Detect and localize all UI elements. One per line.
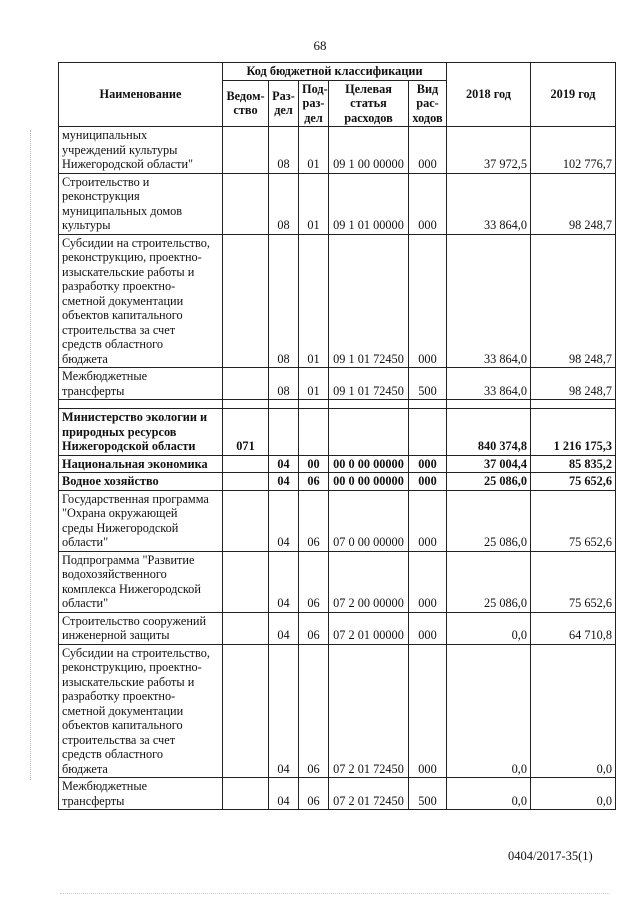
- row-target: 09 1 01 72450: [329, 368, 409, 400]
- row-exptype: 000: [409, 173, 447, 234]
- row-2018: 25 086,0: [447, 551, 531, 612]
- row-2019: 98 248,7: [531, 234, 616, 368]
- row-dept: [223, 455, 269, 473]
- row-subsection: 06: [299, 473, 329, 491]
- row-exptype: 000: [409, 127, 447, 174]
- row-exptype: 500: [409, 778, 447, 810]
- row-subsection: 01: [299, 368, 329, 400]
- row-section: 04: [269, 612, 299, 644]
- row-2018: 0,0: [447, 644, 531, 778]
- table-row: [59, 551, 616, 612]
- header-2018: 2018 год: [447, 63, 531, 127]
- row-section: 08: [269, 368, 299, 400]
- scan-margin-mark: [30, 130, 32, 780]
- row-subsection: 01: [299, 173, 329, 234]
- row-exptype: 000: [409, 551, 447, 612]
- row-2019: 102 776,7: [531, 127, 616, 174]
- row-target: 00 0 00 00000: [329, 473, 409, 491]
- row-dept: [223, 644, 269, 778]
- row-exptype: 000: [409, 234, 447, 368]
- table-row: [59, 473, 616, 491]
- row-name: Водное хозяйство: [59, 473, 223, 491]
- row-2019: 0,0: [531, 778, 616, 810]
- row-exptype: [409, 409, 447, 456]
- row-section: 04: [269, 778, 299, 810]
- row-2019: 98 248,7: [531, 368, 616, 400]
- row-2018: 25 086,0: [447, 473, 531, 491]
- row-name: Межбюджетные трансферты: [59, 368, 223, 400]
- table-row: [59, 612, 616, 644]
- row-name: Подпрограмма "Развитие водохозяйственного комплекса Нижегородской области": [59, 551, 223, 612]
- table-row: [59, 127, 616, 174]
- row-2019: 75 652,6: [531, 473, 616, 491]
- row-section: 08: [269, 127, 299, 174]
- row-exptype: 000: [409, 644, 447, 778]
- header-classification-group: Код бюджетной классификации: [223, 63, 447, 81]
- row-name: Субсидии на строительство, реконструкцию, проектно- изыскательские работы и разработку проектно- сметной документации объектов капитального строительства за счет средств областного бюджета: [59, 234, 223, 368]
- header-exptype: Вид рас- ходов: [409, 80, 447, 127]
- row-exptype: 000: [409, 490, 447, 551]
- row-2018: 33 864,0: [447, 173, 531, 234]
- table-row: [59, 173, 616, 234]
- row-exptype: 000: [409, 612, 447, 644]
- row-section: 04: [269, 490, 299, 551]
- row-name: Строительство сооружений инженерной защиты: [59, 612, 223, 644]
- row-target: 09 1 01 00000: [329, 173, 409, 234]
- row-subsection: 00: [299, 455, 329, 473]
- row-2018: 37 004,4: [447, 455, 531, 473]
- row-name: Субсидии на строительство, реконструкцию, проектно- изыскательские работы и разработку проектно- сметной документации объектов капитального строительства за счет средств областного бюджета: [59, 644, 223, 778]
- row-2019: 64 710,8: [531, 612, 616, 644]
- row-section: 08: [269, 234, 299, 368]
- row-subsection: 06: [299, 551, 329, 612]
- header-subsection: Под- раз- дел: [299, 80, 329, 127]
- row-2018: 0,0: [447, 612, 531, 644]
- header-name: Наименование: [59, 63, 223, 127]
- row-dept: [223, 127, 269, 174]
- table-row: [59, 490, 616, 551]
- row-dept: [223, 234, 269, 368]
- row-2019: 75 652,6: [531, 490, 616, 551]
- header-section: Раз- дел: [269, 80, 299, 127]
- row-name: Министерство экологии и природных ресурсов Нижегородской области: [59, 409, 223, 456]
- page-number: 68: [313, 38, 327, 53]
- row-name: Межбюджетные трансферты: [59, 778, 223, 810]
- row-target: 07 0 00 00000: [329, 490, 409, 551]
- row-target: 07 2 01 72450: [329, 778, 409, 810]
- row-dept: [223, 490, 269, 551]
- table-row: [59, 644, 616, 778]
- table-spacer-row: [59, 400, 616, 409]
- row-section: 08: [269, 173, 299, 234]
- table-row: [59, 409, 616, 456]
- row-dept: [223, 778, 269, 810]
- row-2019: 98 248,7: [531, 173, 616, 234]
- row-2019: 85 835,2: [531, 455, 616, 473]
- row-subsection: 01: [299, 234, 329, 368]
- row-subsection: 06: [299, 612, 329, 644]
- row-2018: 840 374,8: [447, 409, 531, 456]
- row-target: 07 2 00 00000: [329, 551, 409, 612]
- row-dept: [223, 173, 269, 234]
- row-subsection: 06: [299, 490, 329, 551]
- row-2018: 37 972,5: [447, 127, 531, 174]
- row-target: 09 1 01 72450: [329, 234, 409, 368]
- header-2019: 2019 год: [531, 63, 616, 127]
- row-2018: 25 086,0: [447, 490, 531, 551]
- row-target: 07 2 01 72450: [329, 644, 409, 778]
- row-dept: [223, 612, 269, 644]
- row-name: муниципальных учреждений культуры Нижегородской области": [59, 127, 223, 174]
- row-section: 04: [269, 473, 299, 491]
- table-row: [59, 455, 616, 473]
- row-section: 04: [269, 455, 299, 473]
- row-section: 04: [269, 644, 299, 778]
- scan-bottom-mark: [60, 893, 610, 895]
- row-2019: 1 216 175,3: [531, 409, 616, 456]
- header-dept: Ведом- ство: [223, 80, 269, 127]
- row-target: 07 2 01 00000: [329, 612, 409, 644]
- row-exptype: 000: [409, 473, 447, 491]
- row-subsection: [299, 409, 329, 456]
- row-target: 09 1 00 00000: [329, 127, 409, 174]
- row-dept: [223, 551, 269, 612]
- row-dept: [223, 473, 269, 491]
- row-section: 04: [269, 551, 299, 612]
- row-name: Строительство и реконструкция муниципальных домов культуры: [59, 173, 223, 234]
- row-section: [269, 409, 299, 456]
- row-2019: 0,0: [531, 644, 616, 778]
- document-code: 0404/2017-35(1): [508, 849, 593, 863]
- row-exptype: 500: [409, 368, 447, 400]
- row-name: Государственная программа "Охрана окружающей среды Нижегородской области": [59, 490, 223, 551]
- row-target: 00 0 00 00000: [329, 455, 409, 473]
- table-row: [59, 778, 616, 810]
- row-dept: 071: [223, 409, 269, 456]
- row-dept: [223, 368, 269, 400]
- row-subsection: 06: [299, 778, 329, 810]
- row-subsection: 06: [299, 644, 329, 778]
- row-2018: 0,0: [447, 778, 531, 810]
- row-name: Национальная экономика: [59, 455, 223, 473]
- row-subsection: 01: [299, 127, 329, 174]
- budget-table: [58, 62, 616, 810]
- table-row: [59, 368, 616, 400]
- row-target: [329, 409, 409, 456]
- row-exptype: 000: [409, 455, 447, 473]
- table-row: [59, 234, 616, 368]
- row-2018: 33 864,0: [447, 234, 531, 368]
- row-2018: 33 864,0: [447, 368, 531, 400]
- header-target: Целевая статья расходов: [329, 80, 409, 127]
- row-2019: 75 652,6: [531, 551, 616, 612]
